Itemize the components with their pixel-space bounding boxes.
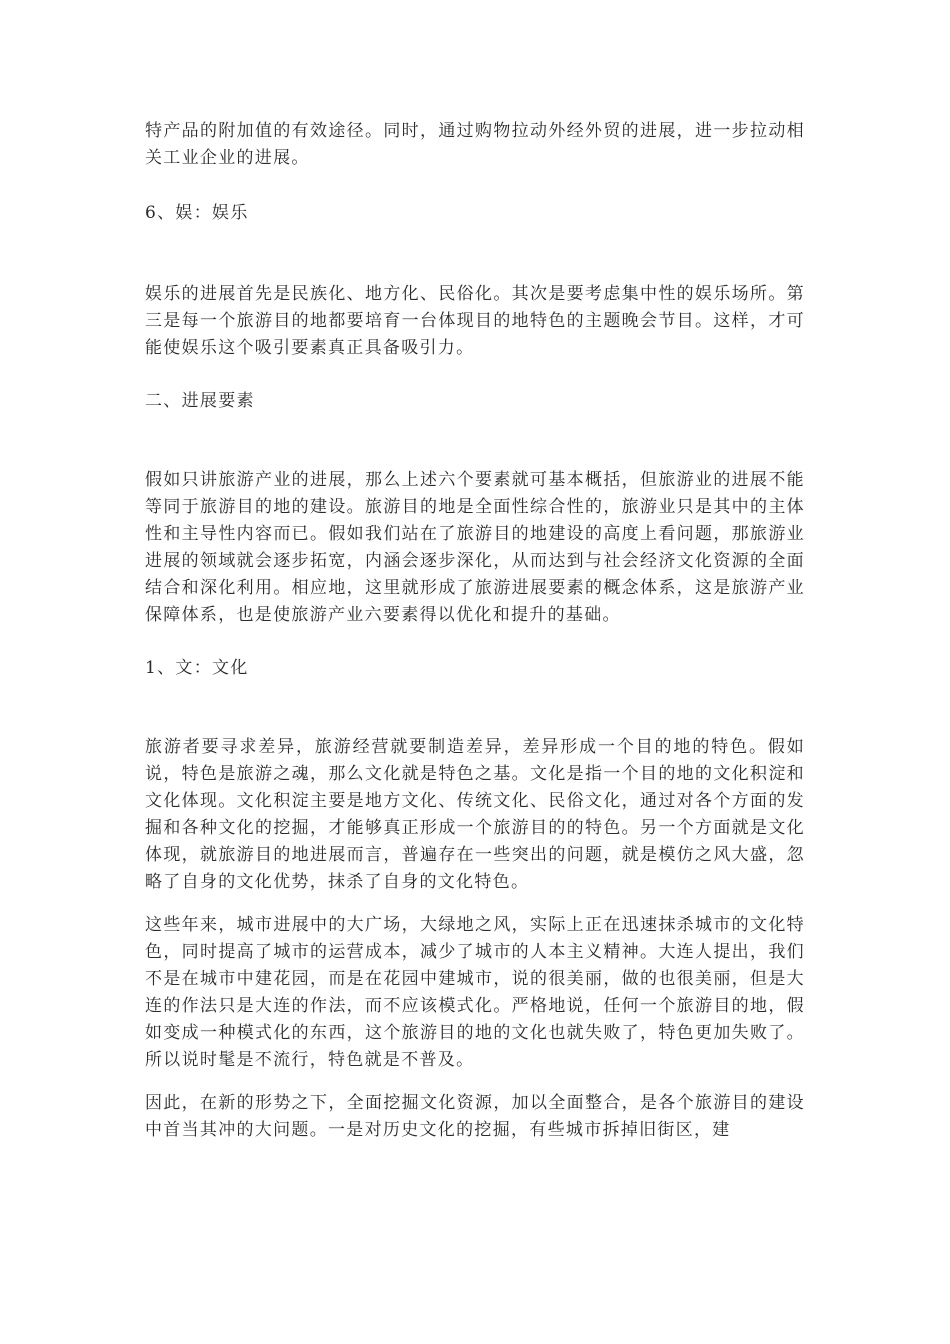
document-page [145, 118, 805, 1144]
paragraph-shopping-end: 特产品的附加值的有效途径。同时，通过购物拉动外经外贸的进展，进一步拉动相关工业企业的进展。 [145, 121, 805, 168]
paragraph-culture-2: 这些年来，城市进展中的大广场，大绿地之风，实际上正在迅速抹杀城市的文化特色，同时提高了城市的运营成本，减少了城市的人本主义精神。大连人提出，我们不是在城市中建花园，而是在花园中建城市，说的很美丽，做的也很美丽，但是大连的作法只是大连的作法，而不应该模式化。严格地说，任何一个旅游目的地，假如变成一种模式化的东西，这个旅游目的地的文化也就失败了，特色更加失败了。所以说时髦是不流行，特色就是不普及。 [145, 915, 805, 1070]
paragraph-culture-3: 因此，在新的形势之下，全面挖掘文化资源，加以全面整合，是各个旅游目的建设中首当其冲的大问题。一是对历史文化的挖掘，有些城市拆掉旧街区，建 [145, 1093, 805, 1140]
paragraph-culture-1: 旅游者要寻求差异，旅游经营就要制造差异，差异形成一个目的地的特色。假如说，特色是旅游之魂，那么文化就是特色之基。文化是指一个目的地的文化积淀和文化体现。文化积淀主要是地方文化、传统文化、民俗文化，通过对各个方面的发掘和各种文化的挖掘，才能够真正形成一个旅游目的的特色。另一个方面就是文化体现，就旅游目的地进展而言，普遍存在一些突出的问题，就是模仿之风大盛，忽略了自身的文化优势，抹杀了自身的文化特色。 [145, 737, 805, 892]
paragraph-entertainment: 娱乐的进展首先是民族化、地方化、民俗化。其次是要考虑集中性的娱乐场所。第三是每一个旅游目的地都要培育一台体现目的地特色的主题晚会节目。这样，才可能使娱乐这个吸引要素真正具备吸引力。 [145, 284, 805, 358]
paragraph-development-elements: 假如只讲旅游产业的进展，那么上述六个要素就可基本概括，但旅游业的进展不能等同于旅游目的地的建设。旅游目的地是全面性综合性的，旅游业只是其中的主体性和主导性内容而已。假如我们站在了旅游目的地建设的高度上看问题，那旅游业进展的领域就会逐步拓宽，内涵会逐步深化，从而达到与社会经济文化资源的全面结合和深化利用。相应地，这里就形成了旅游进展要素的概念体系，这是旅游产业保障体系，也是使旅游产业六要素得以优化和提升的基础。 [145, 470, 805, 625]
heading-culture: 1、文：文化 [145, 658, 249, 678]
heading-development-elements: 二、进展要素 [145, 391, 255, 411]
heading-entertainment: 6、娱：娱乐 [145, 203, 249, 223]
